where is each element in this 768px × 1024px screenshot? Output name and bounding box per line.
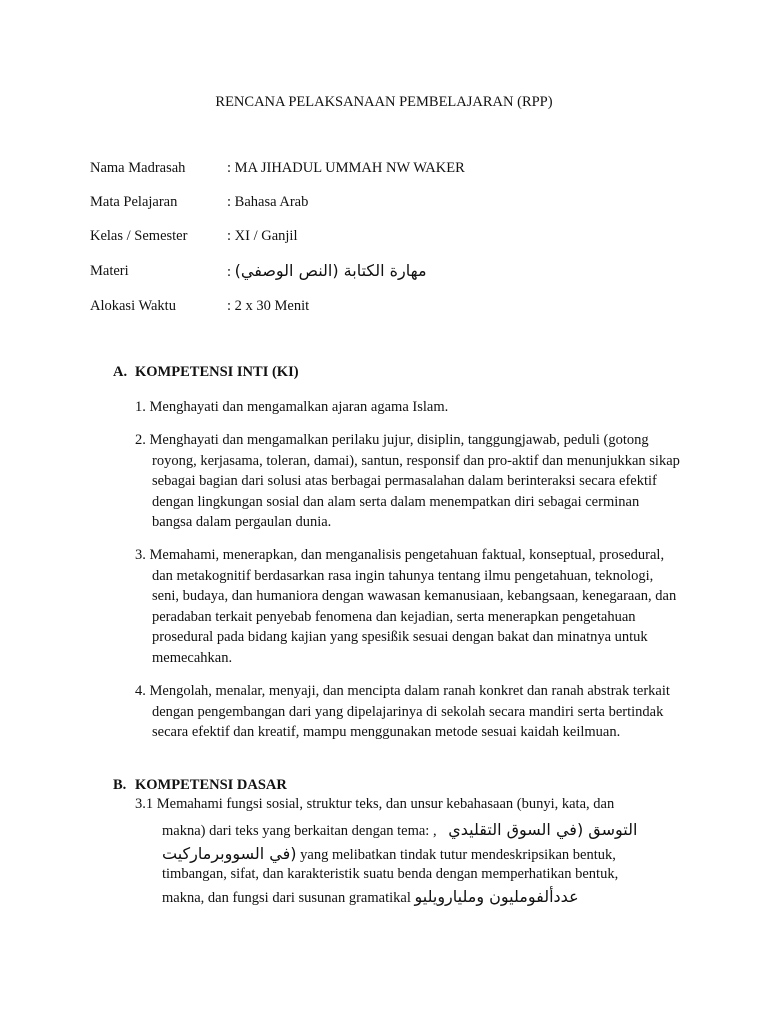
materi-prefix: :	[227, 264, 235, 280]
kd-line-4: timbangan, sifat, dan karakteristik suatu benda dengan memperhatikan bentuk,	[162, 866, 619, 882]
ki-item-4	[135, 681, 680, 743]
info-label: Kelas / Semester	[90, 228, 188, 244]
info-label: Nama Madrasah	[90, 160, 186, 176]
info-label: Materi	[90, 263, 129, 279]
section-a-heading	[113, 364, 299, 381]
ki-item-3	[135, 545, 680, 668]
kd-line-2-text: makna) dari teks yang berkaitan dengan tema: ,	[162, 823, 437, 839]
ki-text: 1. Menghayati dan mengamalkan ajaran agama Islam.	[135, 399, 449, 415]
section-letter: B.	[113, 777, 127, 793]
kd-line-3-text: yang melibatkan tindak tutur mendeskripsikan bentuk,	[300, 847, 616, 863]
kd-line-5-arabic: عددألفومليون ومليارويليو	[414, 887, 579, 906]
info-value: : XI / Ganjil	[227, 228, 298, 244]
info-value: : 2 x 30 Menit	[227, 298, 310, 314]
section-title: KOMPETENSI DASAR	[135, 777, 287, 793]
info-value: : Bahasa Arab	[227, 194, 309, 210]
info-value	[227, 259, 427, 284]
kd-line-1: 3.1 Memahami fungsi sosial, struktur teks, dan unsur kebahasaan (bunyi, kata, dan	[135, 796, 615, 812]
ki-text: 2. Menghayati dan mengamalkan perilaku jujur, disiplin, tanggungjawab, peduli (gotong royong, kerjasama, toleran, damai), santun, responsif dan pro-aktif dan menunjukkan sikap sebagai bagian dari solusi atas berbagai permasalahan dalam berinteraksi secara efektif dengan lingkungan sosial dan alam serta dalam menempatkan diri sebagai cerminan bangsa dalam pergaulan dunia.	[135, 432, 680, 530]
kd-line-5	[162, 887, 579, 907]
materi-arabic: مهارة الكتابة (النص الوصفي)	[234, 261, 427, 280]
document-title: RENCANA PELAKSANAAN PEMBELAJARAN (RPP)	[215, 94, 553, 110]
ki-item-1	[135, 397, 680, 418]
kd-line-2	[162, 820, 637, 840]
kd-line-2-arabic: التوسق (في السوق التقليدي	[448, 820, 638, 839]
ki-text: 4. Mengolah, menalar, menyaji, dan mencipta dalam ranah konkret dan ranah abstrak terkait dengan pengembangan dari yang dipelajarinya di sekolah secara mandiri serta bertindak secara efektif dan kreatif, mampu menggunakan metode sesuai kaidah keilmuan.	[135, 683, 670, 740]
kd-line-3	[162, 844, 616, 864]
section-b-heading	[113, 777, 287, 794]
info-value: : MA JIHADUL UMMAH NW WAKER	[227, 160, 465, 176]
kd-line-5-text: makna, dan fungsi dari susunan gramatikal	[162, 890, 411, 906]
info-label: Mata Pelajaran	[90, 194, 178, 210]
ki-item-2	[135, 430, 680, 533]
section-title: KOMPETENSI INTI (KI)	[135, 364, 299, 380]
info-label: Alokasi Waktu	[90, 298, 176, 314]
section-letter: A.	[113, 364, 128, 380]
kd-line-3-arabic: (في السووبرماركيت	[162, 844, 297, 863]
ki-text: 3. Memahami, menerapkan, dan menganalisis pengetahuan faktual, konseptual, prosedural, dan metakognitif berdasarkan rasa ingin tahunya tentang ilmu pengetahuan, teknologi, seni, budaya, dan humaniora dengan wawasan kemanusiaan, kebangsaan, kenegaraan, dan peradaban terkait penyebab fenomena dan kejadian, serta menerapkan pengetahuan prosedural pada bidang kajian yang spesißik sesuai dengan bakat dan minatnya untuk memecahkan.	[135, 547, 677, 666]
